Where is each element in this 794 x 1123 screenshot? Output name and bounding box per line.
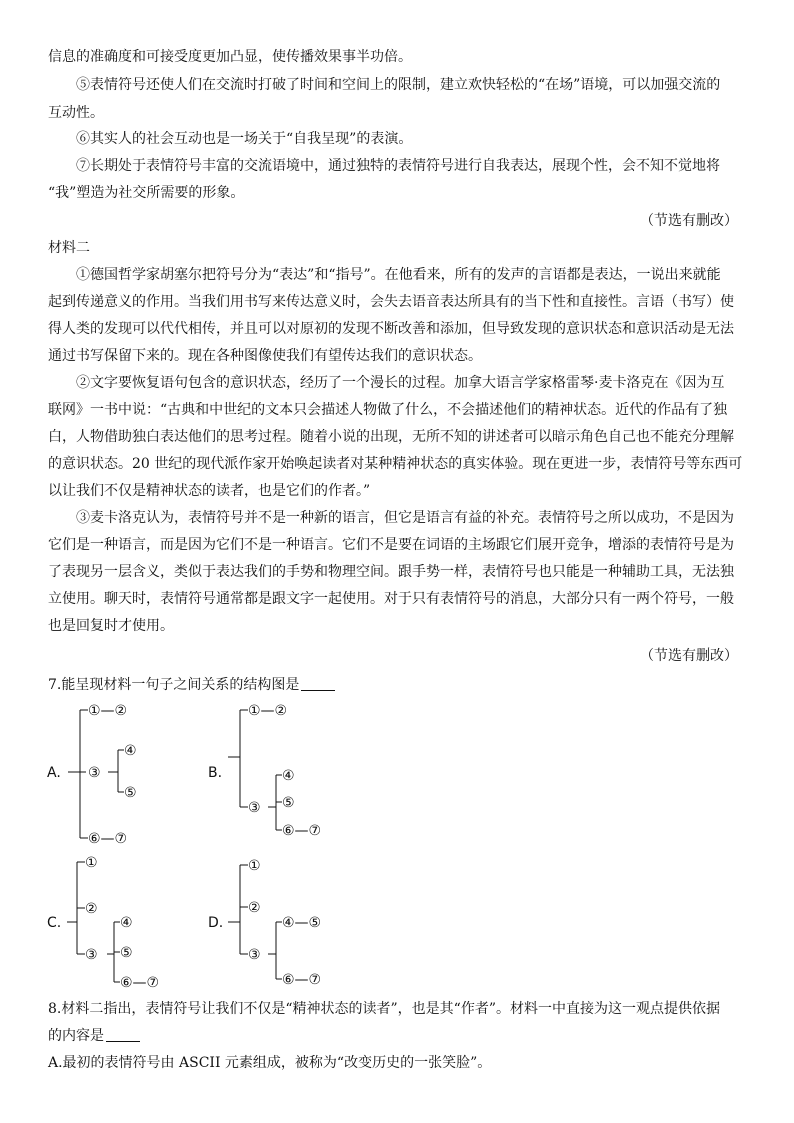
question-8-option-a: A.最初的表情符号由 ASCII 元素组成，被称为“改变历史的一张笑脸”。 — [48, 1055, 492, 1071]
option-a-node-6-7: ⑥—⑦ — [88, 831, 128, 847]
material1-source-note: （节选有删改） — [640, 213, 738, 229]
option-c-node-5: ⑤ — [120, 945, 133, 961]
option-c-node-4: ④ — [120, 915, 133, 931]
option-b-node-3: ③ — [248, 800, 261, 816]
material1-paragraph-4-tail: 信息的准确度和可接受度更加凸显，使传播效果事半功倍。 — [48, 49, 412, 65]
option-a-node-3: ③ — [88, 765, 101, 781]
material1-paragraph-5-cont: 互动性。 — [48, 105, 104, 121]
option-b-node-6-7: ⑥—⑦ — [282, 823, 322, 839]
option-d-node-6-7: ⑥—⑦ — [282, 972, 322, 988]
material2-source-note: （节选有删改） — [640, 648, 738, 664]
question-8-stem-cont: 的内容是 — [48, 1023, 748, 1049]
material1-paragraph-5: ⑤表情符号还使人们在交流时打破了时间和空间上的限制，建立欢快轻松的“在场”语境，可以加强交流的 — [76, 77, 721, 93]
option-b-node-5: ⑤ — [282, 795, 295, 811]
option-b-node-1-2: ①—② — [248, 703, 288, 719]
material2-paragraph-2-line5: 以让我们不仅是精神状态的读者，也是它们的作者。” — [48, 483, 371, 499]
option-b-label: B. — [208, 765, 223, 781]
material2-paragraph-1-line4: 通过书写保留下来的。现在各种图像使我们有望传达我们的意识状态。 — [48, 348, 482, 364]
material2-title: 材料二 — [48, 240, 90, 256]
material2-paragraph-3: ③麦卡洛克认为，表情符号并不是一种新的语言，但它是语言有益的补充。表情符号之所以成功，不是因为 — [76, 510, 734, 526]
material2-paragraph-2-line3: 白，人物借助独白表达他们的思考过程。随着小说的出现，无所不知的讲述者可以暗示角色自己也不能充分理解 — [48, 429, 734, 445]
material2-paragraph-2: ②文字要恢复语句包含的意识状态，经历了一个漫长的过程。加拿大语言学家格雷琴·麦卡洛克在《因为互 — [76, 375, 725, 391]
material2-paragraph-2-line2: 联网》一书中说：“古典和中世纪的文本只会描述人物做了什么，不会描述他们的精神状态。近代的作品有了独 — [48, 402, 728, 418]
material2-paragraph-3-line5: 也是回复时才使用。 — [48, 618, 174, 634]
answer-blank — [106, 1027, 140, 1042]
material2-paragraph-3-line2: 它们是一种语言，而是因为它们不是一种语言。它们不是要在词语的主场跟它们展开竞争，增添的表情符号是为 — [48, 537, 734, 553]
option-c-node-2: ② — [85, 901, 98, 917]
material2-paragraph-1-line2: 起到传递意义的作用。当我们用书写来传达意义时，会失去语音表达所具有的当下性和直接性。言语（书写）使 — [48, 294, 734, 310]
option-c-node-6-7: ⑥—⑦ — [120, 975, 160, 991]
material2-paragraph-1: ①德国哲学家胡塞尔把符号分为“表达”和“指号”。在他看来，所有的发声的言语都是表达，一说出来就能 — [76, 267, 721, 283]
option-a-node-1-2: ①—② — [88, 703, 128, 719]
option-d-node-2: ② — [248, 900, 261, 916]
material2-paragraph-3-line3: 了表现另一层含义，类似于表达我们的手势和物理空间。跟手势一样，表情符号也只能是一种辅助工具，无法独 — [48, 564, 734, 580]
option-b-node-4: ④ — [282, 768, 295, 784]
option-d-label: D. — [208, 915, 224, 931]
option-c-node-1: ① — [85, 855, 98, 871]
option-a-label: A. — [47, 765, 61, 781]
material1-paragraph-6: ⑥其实人的社会互动也是一场关于“自我呈现”的表演。 — [76, 131, 413, 147]
material2-paragraph-2-line4: 的意识状态。20 世纪的现代派作家开始唤起读者对某种精神状态的真实体验。现在更进一步，表情符号等东西可 — [48, 456, 743, 472]
option-c-label: C. — [47, 915, 62, 931]
question-8-stem: 8.材料二指出，表情符号让我们不仅是“精神状态的读者”，也是其“作者”。材料一中直接为这一观点提供依据 — [48, 1001, 720, 1017]
option-c-node-3: ③ — [85, 947, 98, 963]
question-7-stem: 7.能呈现材料一句子之间关系的结构图是 — [48, 672, 748, 698]
material1-paragraph-7: ⑦长期处于表情符号丰富的交流语境中，通过独特的表情符号进行自我表达，展现个性，会不知不觉地将 — [76, 158, 720, 174]
option-a-node-5: ⑤ — [124, 785, 137, 801]
material1-paragraph-7-cont: “我”塑造为社交所需要的形象。 — [48, 185, 245, 201]
material2-paragraph-1-line3: 得人类的发现可以代代相传，并且可以对原初的发现不断改善和添加，但导致发现的意识状态和意识活动是无法 — [48, 321, 734, 337]
material2-paragraph-3-line4: 立使用。聊天时，表情符号通常都是跟文字一起使用。对于只有表情符号的消息，大部分只有一两个符号，一般 — [48, 591, 734, 607]
option-d-node-3: ③ — [248, 947, 261, 963]
option-a-node-4: ④ — [124, 743, 137, 759]
option-d-node-4-5: ④—⑤ — [282, 915, 322, 931]
option-d-node-1: ① — [248, 858, 261, 874]
structure-diagrams — [0, 695, 794, 1015]
answer-blank — [301, 676, 335, 691]
